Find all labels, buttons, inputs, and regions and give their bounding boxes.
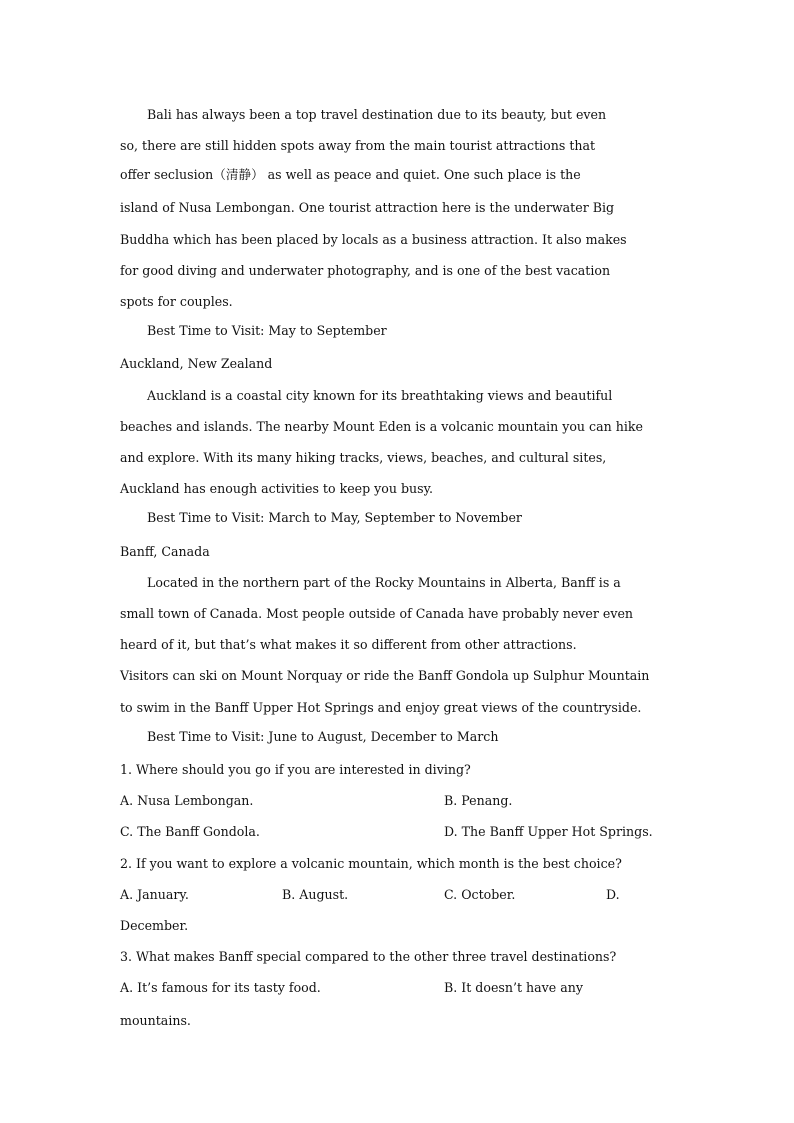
- question-2-option-b: B. August.: [282, 887, 349, 902]
- question-1-option-d: D. The Banff Upper Hot Springs.: [444, 824, 653, 839]
- question-1-option-b: B. Penang.: [444, 793, 513, 808]
- bali-paragraph-line: island of Nusa Lembongan. One tourist attraction here is the underwater Big: [120, 200, 615, 215]
- banff-paragraph-line: Visitors can ski on Mount Norquay or ride the Banff Gondola up Sulphur Mountain: [120, 668, 650, 683]
- question-2-option-d: D.: [606, 887, 620, 902]
- auckland-heading: Auckland, New Zealand: [120, 356, 273, 371]
- question-1-option-a: A. Nusa Lembongan.: [120, 793, 254, 808]
- question-1-stem: 1. Where should you go if you are interested in diving?: [120, 762, 471, 777]
- bali-paragraph-line: spots for couples.: [120, 294, 233, 309]
- question-1-option-c: C. The Banff Gondola.: [120, 824, 260, 839]
- bali-paragraph-line: so, there are still hidden spots away from the main tourist attractions that: [120, 138, 596, 153]
- question-3-stem: 3. What makes Banff special compared to the other three travel destinations?: [120, 949, 617, 964]
- question-2-option-c: C. October.: [444, 887, 516, 902]
- question-2-option-d-continued: December.: [120, 918, 189, 933]
- auckland-paragraph-line: beaches and islands. The nearby Mount Eden is a volcanic mountain you can hike: [120, 419, 643, 434]
- bali-paragraph-line: Buddha which has been placed by locals as a business attraction. It also makes: [120, 232, 627, 247]
- question-3-option-a: A. It’s famous for its tasty food.: [120, 980, 321, 995]
- question-3-option-b-continued: mountains.: [120, 1013, 191, 1028]
- banff-heading: Banff, Canada: [120, 544, 210, 559]
- auckland-best-time: Best Time to Visit: March to May, September to November: [147, 510, 522, 525]
- question-3-option-b: B. It doesn’t have any: [444, 980, 583, 995]
- banff-paragraph-line: Located in the northern part of the Rocky Mountains in Alberta, Banff is a: [147, 575, 621, 590]
- auckland-paragraph-line: Auckland has enough activities to keep you busy.: [120, 481, 434, 496]
- bali-paragraph-line: for good diving and underwater photography, and is one of the best vacation: [120, 263, 611, 278]
- auckland-paragraph-line: and explore. With its many hiking tracks, views, beaches, and cultural sites,: [120, 450, 607, 465]
- bali-paragraph-line: Bali has always been a top travel destination due to its beauty, but even: [147, 107, 607, 122]
- bali-best-time: Best Time to Visit: May to September: [147, 323, 387, 338]
- bali-paragraph-line: offer seclusion（清静） as well as peace and quiet. One such place is the: [120, 167, 581, 182]
- auckland-paragraph-line: Auckland is a coastal city known for its breathtaking views and beautiful: [147, 388, 613, 403]
- banff-best-time: Best Time to Visit: June to August, December to March: [147, 729, 499, 744]
- banff-paragraph-line: heard of it, but that’s what makes it so different from other attractions.: [120, 637, 577, 652]
- banff-paragraph-line: small town of Canada. Most people outside of Canada have probably never even: [120, 606, 634, 621]
- banff-paragraph-line: to swim in the Banff Upper Hot Springs and enjoy great views of the countryside.: [120, 700, 642, 715]
- question-2-stem: 2. If you want to explore a volcanic mountain, which month is the best choice?: [120, 856, 622, 871]
- question-2-option-a: A. January.: [120, 887, 189, 902]
